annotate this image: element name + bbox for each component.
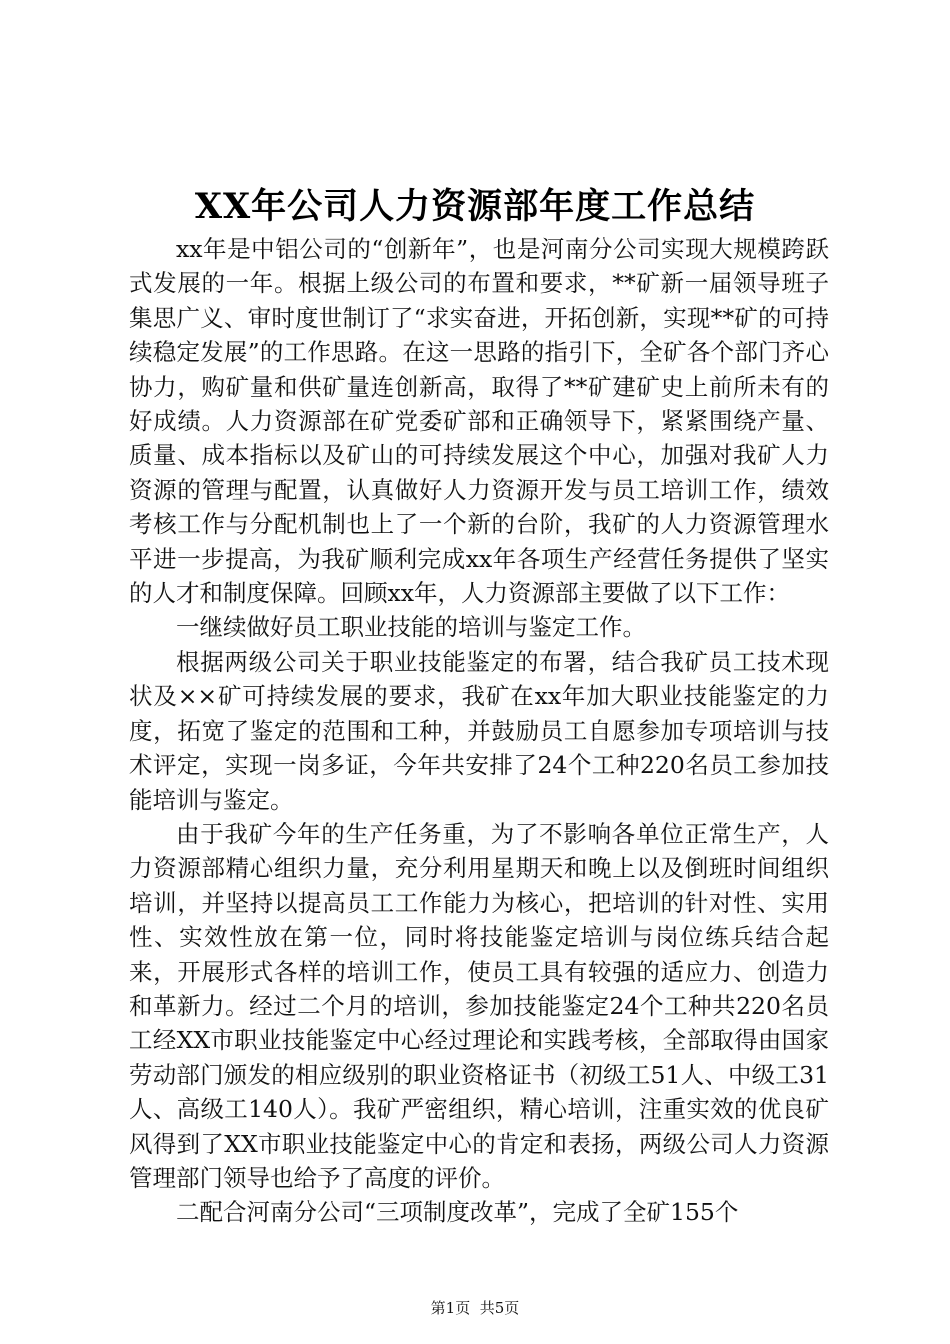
- document-title: XX年公司人力资源部年度工作总结: [194, 186, 756, 228]
- page-total: 共5页: [479, 1299, 520, 1317]
- paragraph-skills-appraisal: 根据两级公司关于职业技能鉴定的布署，结合我矿员工技术现状及××矿可持续发展的要求，我矿在xx年加大职业技能鉴定的力度，拓宽了鉴定的范围和工种，并鼓励员工自愿参加专项培训与技术评定，实现一岗多证，今年共安排了24个工种220名员工参加技能培训与鉴定。: [129, 647, 829, 814]
- page-footer: [0, 1298, 950, 1318]
- paragraph-training-organization: 由于我矿今年的生产任务重，为了不影响各单位正常生产，人力资源部精心组织力量，充分利用星期天和晚上以及倒班时间组织培训，并坚持以提高员工工作能力为核心，把培训的针对性、实用性、实效性放在第一位，同时将技能鉴定培训与岗位练兵结合起来，开展形式各样的培训工作，使员工具有较强的适应力、创造力和革新力。经过二个月的培训，参加技能鉴定24个工种共220名员工经XX市职业技能鉴定中心经过理论和实践考核，全部取得由国家劳动部门颁发的相应级别的职业资格证书（初级工51人、中级工31人、高级工140人）。我矿严密组织，精心培训，注重实效的优良矿风得到了XX市职业技能鉴定中心的肯定和表扬，两级公司人力资源管理部门领导也给予了高度的评价。: [129, 819, 829, 1192]
- page-number: 第1页: [430, 1299, 471, 1317]
- document-body: [129, 232, 829, 1230]
- paragraph-section-one-heading: 一继续做好员工职业技能的培训与鉴定工作。: [176, 613, 646, 642]
- paragraph-intro: xx年是中铝公司的“创新年”，也是河南分公司实现大规模跨跃式发展的一年。根据上级公司的布置和要求，**矿新一届领导班子集思广义、审时度世制订了“求实奋进，开拓创新，实现**矿的可持续稳定发展”的工作思路。在这一思路的指引下，全矿各个部门齐心协力，购矿量和供矿量连创新高，取得了**矿建矿史上前所未有的好成绩。人力资源部在矿党委矿部和正确领导下，紧紧围绕产量、质量、成本指标以及矿山的可持续发展这个中心，加强对我矿人力资源的管理与配置，认真做好人力资源开发与员工培训工作，绩效考核工作与分配机制也上了一个新的台阶，我矿的人力资源管理水平进一步提高，为我矿顺利完成xx年各项生产经营任务提供了坚实的人才和制度保障。回顾xx年，人力资源部主要做了以下工作：: [129, 235, 829, 608]
- paragraph-section-two-heading: 二配合河南分公司“三项制度改革”，完成了全矿155个: [176, 1198, 739, 1227]
